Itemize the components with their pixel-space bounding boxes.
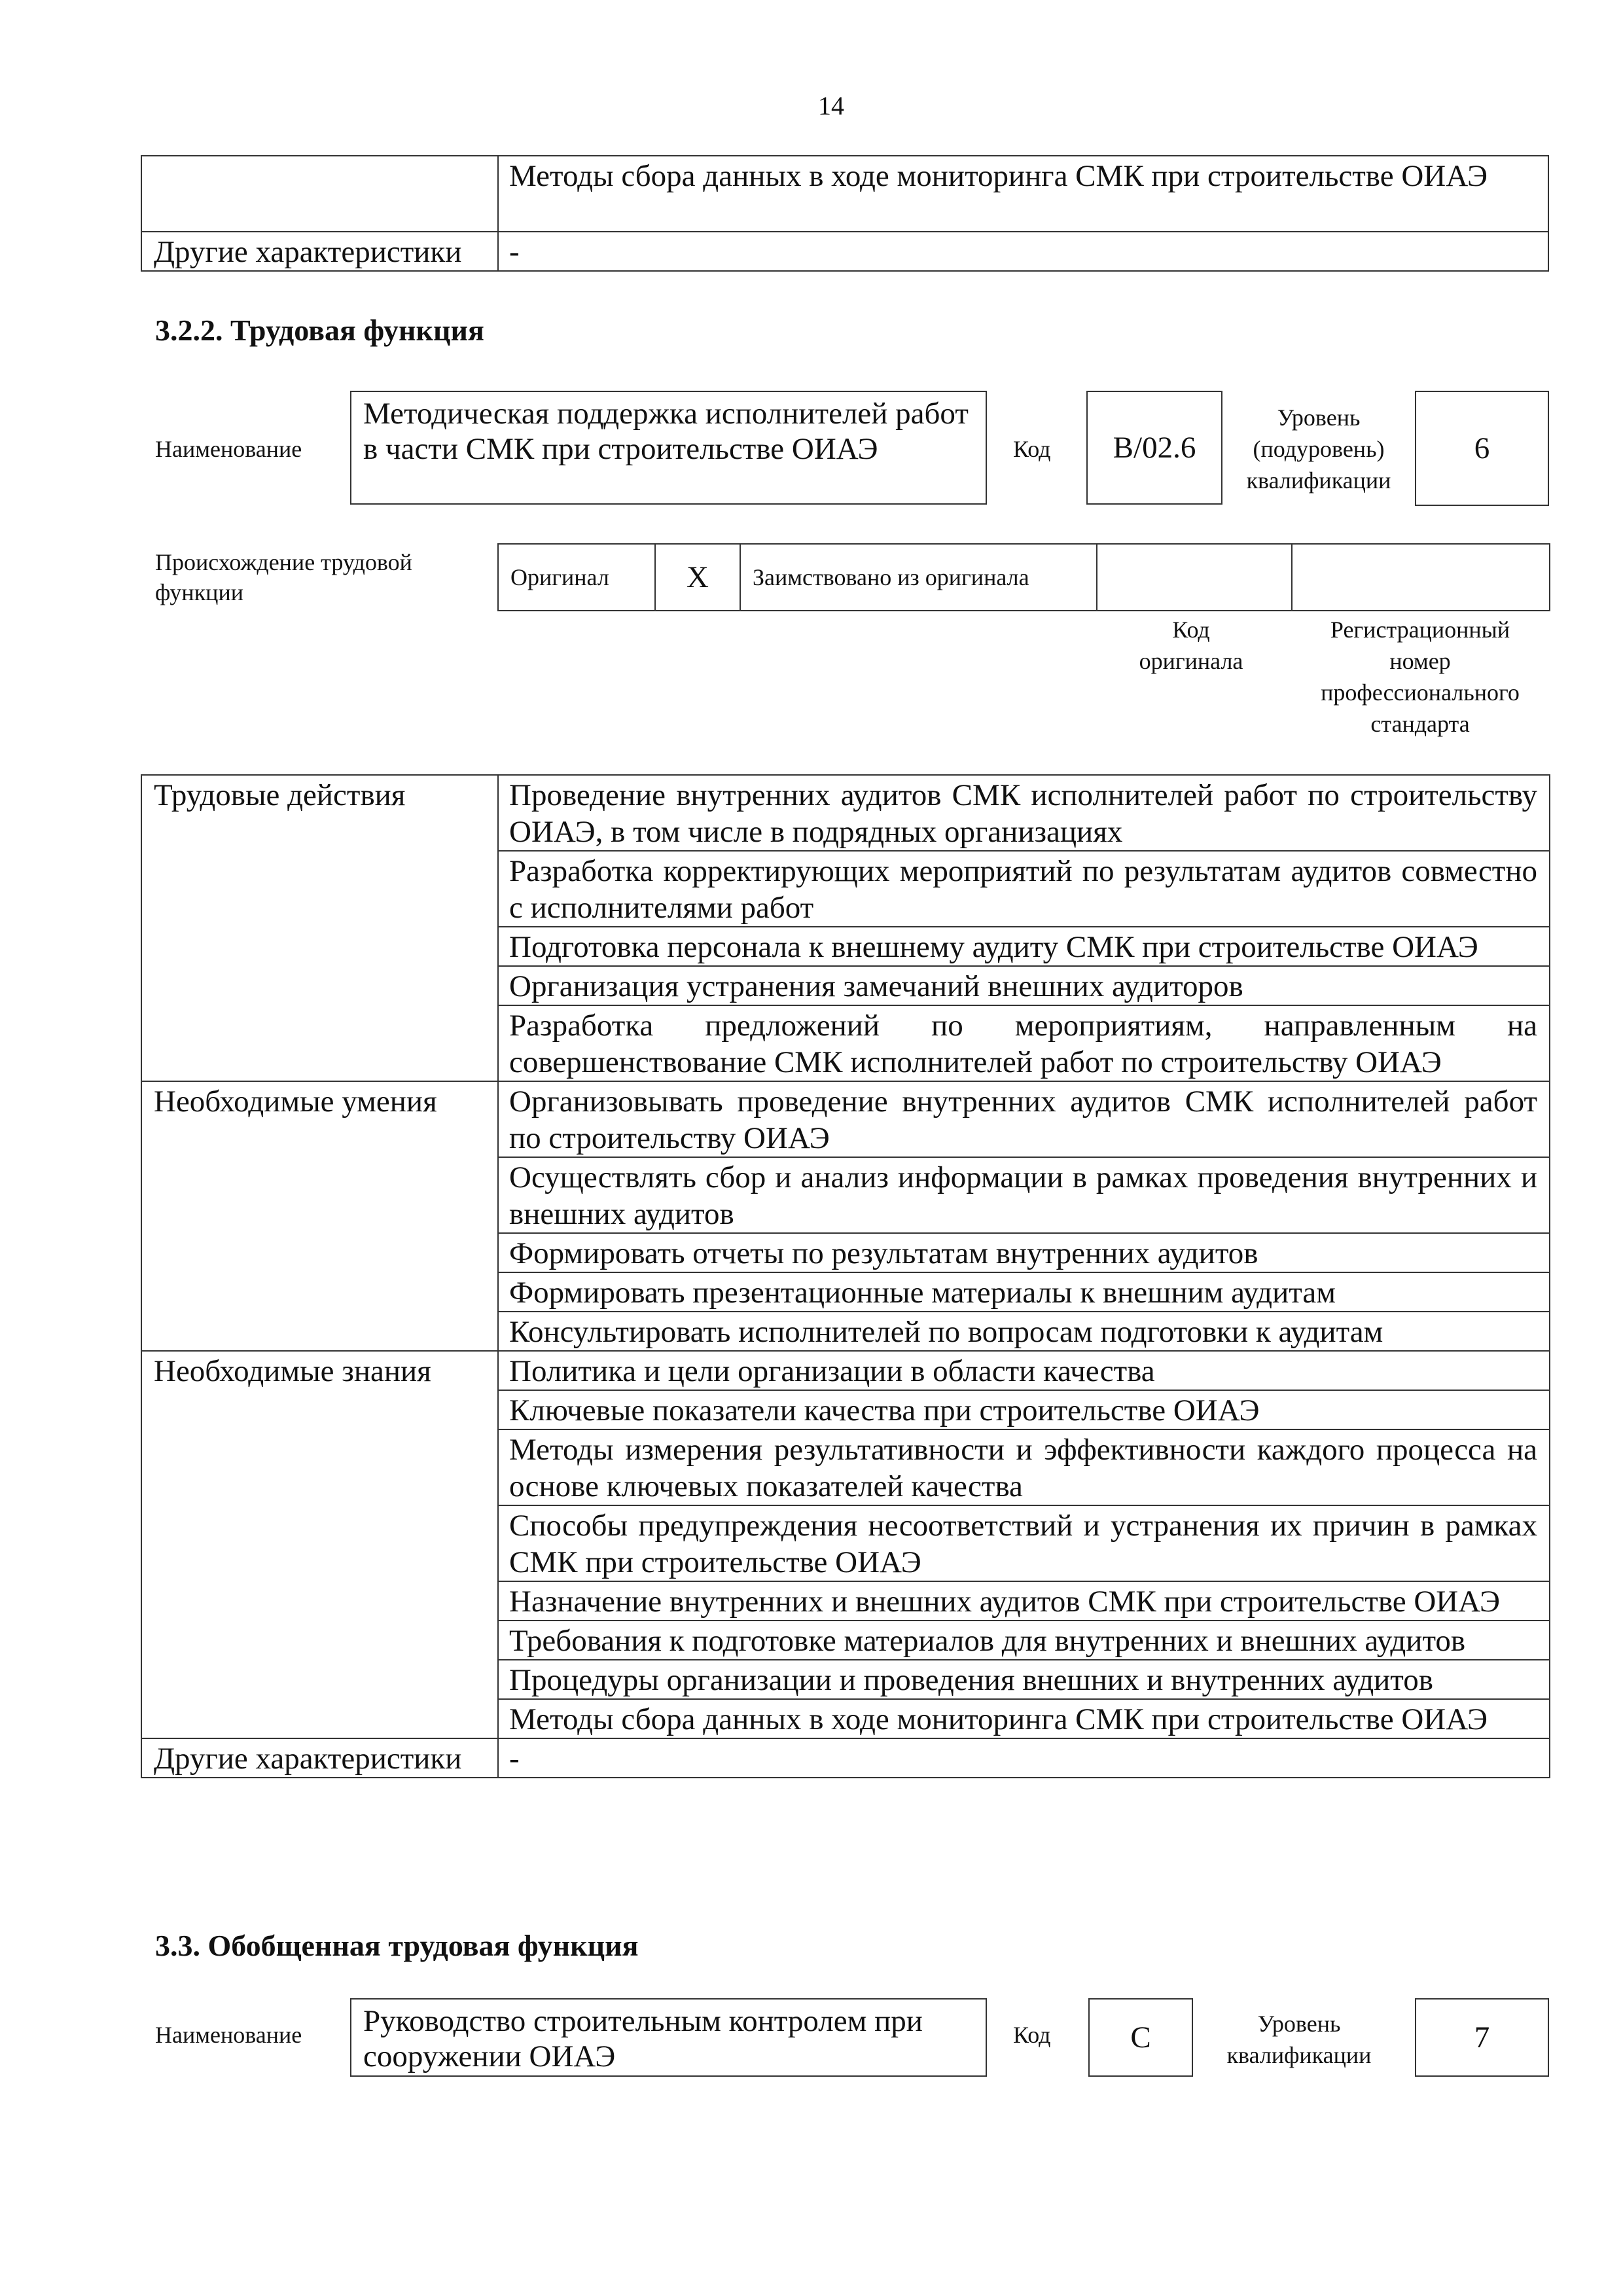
level-label-line: Уровень: [1277, 404, 1361, 431]
knowledge-item: Методы измерения результативности и эффективности каждого процесса на основе ключевых показателей качества: [498, 1429, 1550, 1505]
top-continuation-table: [141, 155, 1549, 272]
knowledge-item: Назначение внутренних и внешних аудитов СМК при строительстве ОИАЭ: [498, 1581, 1550, 1621]
skill-item: Осуществлять сбор и анализ информации в рамках проведения внутренних и внешних аудитов: [498, 1157, 1550, 1233]
action-item: Организация устранения замечаний внешних аудиторов: [498, 966, 1550, 1005]
name-box: [350, 391, 987, 505]
other-characteristics-label: Другие характеристики: [141, 1738, 498, 1778]
table-row: [141, 1738, 1550, 1778]
table-row: [498, 544, 1550, 611]
level-value: 7: [1474, 2020, 1490, 2054]
knowledge-item: Политика и цели организации в области качества: [498, 1351, 1550, 1390]
origin-original-cell: Оригинал: [498, 544, 655, 611]
knowledge-item: Требования к подготовке материалов для внутренних и внешних аудитов: [498, 1621, 1550, 1660]
code-box: [1086, 391, 1222, 505]
name-label: Наименование: [155, 2022, 302, 2048]
section-title-322: 3.2.2. Трудовая функция: [155, 314, 484, 347]
skills-label: Необходимые умения: [141, 1081, 498, 1351]
name-box: [350, 1998, 987, 2077]
registration-number-caption: [1293, 614, 1548, 740]
skill-item: Формировать отчеты по результатам внутренних аудитов: [498, 1233, 1550, 1272]
table-row: [141, 1081, 1550, 1157]
action-item: Разработка корректирующих мероприятий по результатам аудитов совместно с исполнителями работ: [498, 851, 1550, 927]
level-label-line: Уровень: [1257, 2011, 1341, 2037]
action-item: Проведение внутренних аудитов СМК исполнителей работ по строительству ОИАЭ, в том числе в подрядных организациях: [498, 775, 1550, 851]
knowledge-label: Необходимые знания: [141, 1351, 498, 1738]
level-label-line: квалификации: [1246, 467, 1391, 493]
caption-line: номер: [1389, 648, 1451, 674]
code-box: [1088, 1998, 1193, 2077]
caption-line: оригинала: [1139, 648, 1243, 674]
caption-line: профессионального: [1321, 679, 1520, 706]
skill-item: Организовывать проведение внутренних аудитов СМК исполнителей работ по строительству ОИАЭ: [498, 1081, 1550, 1157]
name-label: Наименование: [155, 436, 302, 462]
knowledge-item: Ключевые показатели качества при строительстве ОИАЭ: [498, 1390, 1550, 1429]
code-label: Код: [1013, 436, 1051, 462]
level-label-line: квалификации: [1226, 2042, 1372, 2068]
origin-code-cell: [1097, 544, 1292, 611]
caption-line: стандарта: [1370, 711, 1470, 737]
method-row-cell: Методы сбора данных в ходе мониторинга СМК при строительстве ОИАЭ: [498, 156, 1548, 232]
table-row: [141, 232, 1548, 271]
level-label: [1230, 402, 1407, 496]
table-row: [141, 1351, 1550, 1390]
knowledge-item: Процедуры организации и проведения внешних и внутренних аудитов: [498, 1660, 1550, 1699]
origin-label-line: Происхождение трудовой: [155, 549, 412, 575]
origin-reg-cell: [1292, 544, 1550, 611]
page-number: 14: [818, 91, 844, 120]
knowledge-item: Методы сбора данных в ходе мониторинга СМК при строительстве ОИАЭ: [498, 1699, 1550, 1738]
actions-label: Трудовые действия: [141, 775, 498, 1081]
skill-item: Консультировать исполнителей по вопросам подготовки к аудитам: [498, 1312, 1550, 1351]
table-row: [141, 156, 1548, 232]
origin-borrowed-cell: Заимствовано из оригинала: [740, 544, 1097, 611]
code-label: Код: [1013, 2022, 1051, 2048]
level-box: [1415, 1998, 1549, 2077]
level-box: [1415, 391, 1549, 506]
code-value: C: [1130, 2020, 1151, 2054]
origin-label-line: функции: [155, 579, 243, 605]
section-title-33: 3.3. Обобщенная трудовая функция: [155, 1929, 639, 1962]
name-value: Методическая поддержка исполнителей работ в части СМК при строительстве ОИАЭ: [363, 397, 969, 466]
other-characteristics-value: -: [498, 1738, 1550, 1778]
empty-label-cell: [141, 156, 498, 232]
code-original-caption: [1106, 614, 1276, 677]
caption-line: Регистрационный: [1330, 617, 1510, 643]
origin-table: [497, 543, 1550, 611]
origin-mark-cell: X: [655, 544, 740, 611]
main-function-table: [141, 774, 1550, 1778]
action-item: Разработка предложений по мероприятиям, направленным на совершенствование СМК исполнителей работ по строительству ОИАЭ: [498, 1005, 1550, 1081]
knowledge-item: Способы предупреждения несоответствий и устранения их причин в рамках СМК при строительстве ОИАЭ: [498, 1505, 1550, 1581]
table-row: [141, 775, 1550, 851]
level-value: 6: [1474, 431, 1490, 465]
other-characteristics-label: Другие характеристики: [141, 232, 498, 271]
code-value: B/02.6: [1113, 431, 1196, 465]
name-value: Руководство строительным контролем при сооружении ОИАЭ: [363, 2004, 923, 2073]
skill-item: Формировать презентационные материалы к внешним аудитам: [498, 1272, 1550, 1312]
other-characteristics-value: -: [498, 232, 1548, 271]
action-item: Подготовка персонала к внешнему аудиту СМК при строительстве ОИАЭ: [498, 927, 1550, 966]
caption-line: Код: [1172, 617, 1210, 643]
origin-label: [155, 547, 412, 607]
level-label: [1211, 2008, 1387, 2071]
level-label-line: (подуровень): [1253, 436, 1385, 462]
